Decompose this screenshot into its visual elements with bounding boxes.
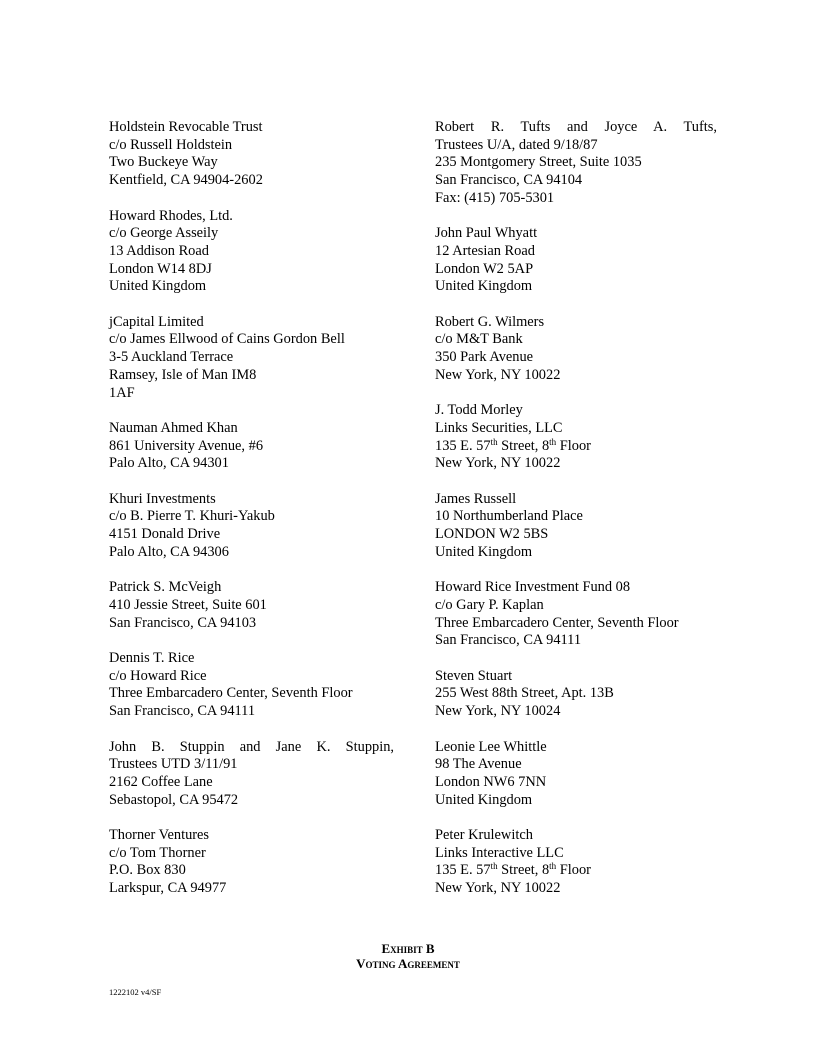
left-address-column [109,119,394,916]
address-line: United Kingdom [435,791,533,808]
address-line: 1AF [109,384,135,401]
address-line: c/o Russell Holdstein [109,136,233,153]
address-line: New York, NY 10022 [435,455,561,472]
address-line: 350 Park Avenue [435,349,534,366]
address-line: J. Todd Morley [435,402,523,419]
address-line: Three Embarcadero Center, Seventh Floor [109,685,353,702]
address-line: Dennis T. Rice [109,650,195,666]
address-line: Sebastopol, CA 95472 [109,791,239,808]
address-line: c/o B. Pierre T. Khuri-Yakub [109,508,275,525]
address-block [109,739,394,810]
address-line: New York, NY 10022 [435,366,561,383]
address-line: John Paul Whyatt [435,225,538,242]
address-line: San Francisco, CA 94104 [435,172,583,189]
address-line: 861 University Avenue, #6 [109,437,264,454]
exhibit-label: Exhibit B [381,941,435,956]
address-line: 10 Northumberland Place [435,508,583,525]
exhibit-title: Voting Agreement [356,956,460,971]
address-line: c/o Howard Rice [109,667,207,684]
address-block [109,208,394,297]
address-line: Links Securities, LLC [435,419,563,436]
address-line: Trustees UTD 3/11/91 [109,756,238,773]
address-block [435,314,717,385]
address-block [435,827,717,898]
address-block [435,579,717,650]
address-line: 2162 Coffee Lane [109,773,213,790]
address-line: Leonie Lee Whittle [435,738,547,755]
document-number: 1222102 v4/SF [109,987,162,997]
address-block [435,739,717,810]
address-line: Robert R. Tufts and Joyce A. Tufts, [435,119,717,135]
address-line: Thorner Ventures [109,827,210,843]
address-line: San Francisco, CA 94103 [109,614,257,631]
address-block [109,491,394,562]
address-line: San Francisco, CA 94111 [109,703,256,720]
address-line: Three Embarcadero Center, Seventh Floor [435,614,679,631]
address-line: c/o James Ellwood of Cains Gordon Bell [109,331,345,348]
address-line: Trustees U/A, dated 9/18/87 [435,136,598,153]
address-line: 235 Montgomery Street, Suite 1035 [435,154,642,171]
address-line: Howard Rice Investment Fund 08 [435,579,631,596]
address-block [109,827,394,898]
address-line: New York, NY 10024 [435,703,561,720]
address-line: 135 E. 57th Street, 8th Floor [435,861,591,879]
address-line: Khuri Investments [109,490,216,507]
address-line: London W14 8DJ [109,260,212,277]
address-line: Larkspur, CA 94977 [109,880,227,897]
address-block [109,420,394,473]
address-block [435,402,717,473]
address-line: c/o George Asseily [109,225,219,242]
address-line: LONDON W2 5BS [435,526,549,543]
address-block [435,119,717,208]
address-line: United Kingdom [109,278,207,295]
address-line: c/o Gary P. Kaplan [435,596,544,613]
address-line: Two Buckeye Way [109,154,218,171]
address-line: San Francisco, CA 94111 [435,632,582,649]
address-block [109,314,394,403]
address-line: Palo Alto, CA 94306 [109,543,229,560]
address-line: Fax: (415) 705-5301 [435,189,555,206]
address-line: Links Interactive LLC [435,844,564,861]
address-line: 13 Addison Road [109,242,209,259]
address-line: Steven Stuart [435,667,513,684]
address-line: Ramsey, Isle of Man IM8 [109,366,257,383]
address-line: c/o M&T Bank [435,331,523,348]
address-line: United Kingdom [435,543,533,560]
address-line: 410 Jessie Street, Suite 601 [109,596,267,613]
address-line: 4151 Donald Drive [109,526,221,543]
address-line: 255 West 88th Street, Apt. 13B [435,685,614,702]
address-line: Robert G. Wilmers [435,313,545,330]
address-line: London W2 5AP [435,260,534,277]
address-line: Nauman Ahmed Khan [109,419,238,436]
address-line: Palo Alto, CA 94301 [109,455,229,472]
address-line: John B. Stuppin and Jane K. Stuppin, [109,738,394,755]
address-line: Howard Rhodes, Ltd. [109,207,233,224]
address-line: Peter Krulewitch [435,827,533,843]
address-line: United Kingdom [435,278,533,295]
address-line: 12 Artesian Road [435,242,535,259]
address-block [435,668,717,721]
address-line: 3-5 Auckland Terrace [109,349,234,366]
right-address-column [435,119,717,916]
address-line: P.O. Box 830 [109,862,186,879]
address-line: jCapital Limited [109,313,204,330]
address-line: James Russell [435,490,517,507]
address-block [109,650,394,721]
address-block [435,491,717,562]
address-line: Patrick S. McVeigh [109,579,222,596]
address-line: Kentfield, CA 94904-2602 [109,172,263,189]
address-line: Holdstein Revocable Trust [109,119,263,135]
address-block [109,119,394,190]
address-line: 135 E. 57th Street, 8th Floor [435,436,591,454]
address-line: London NW6 7NN [435,773,547,790]
address-line: New York, NY 10022 [435,880,561,897]
address-line: c/o Tom Thorner [109,844,206,861]
address-block [109,579,394,632]
address-line: 98 The Avenue [435,756,522,773]
address-block [435,225,717,296]
